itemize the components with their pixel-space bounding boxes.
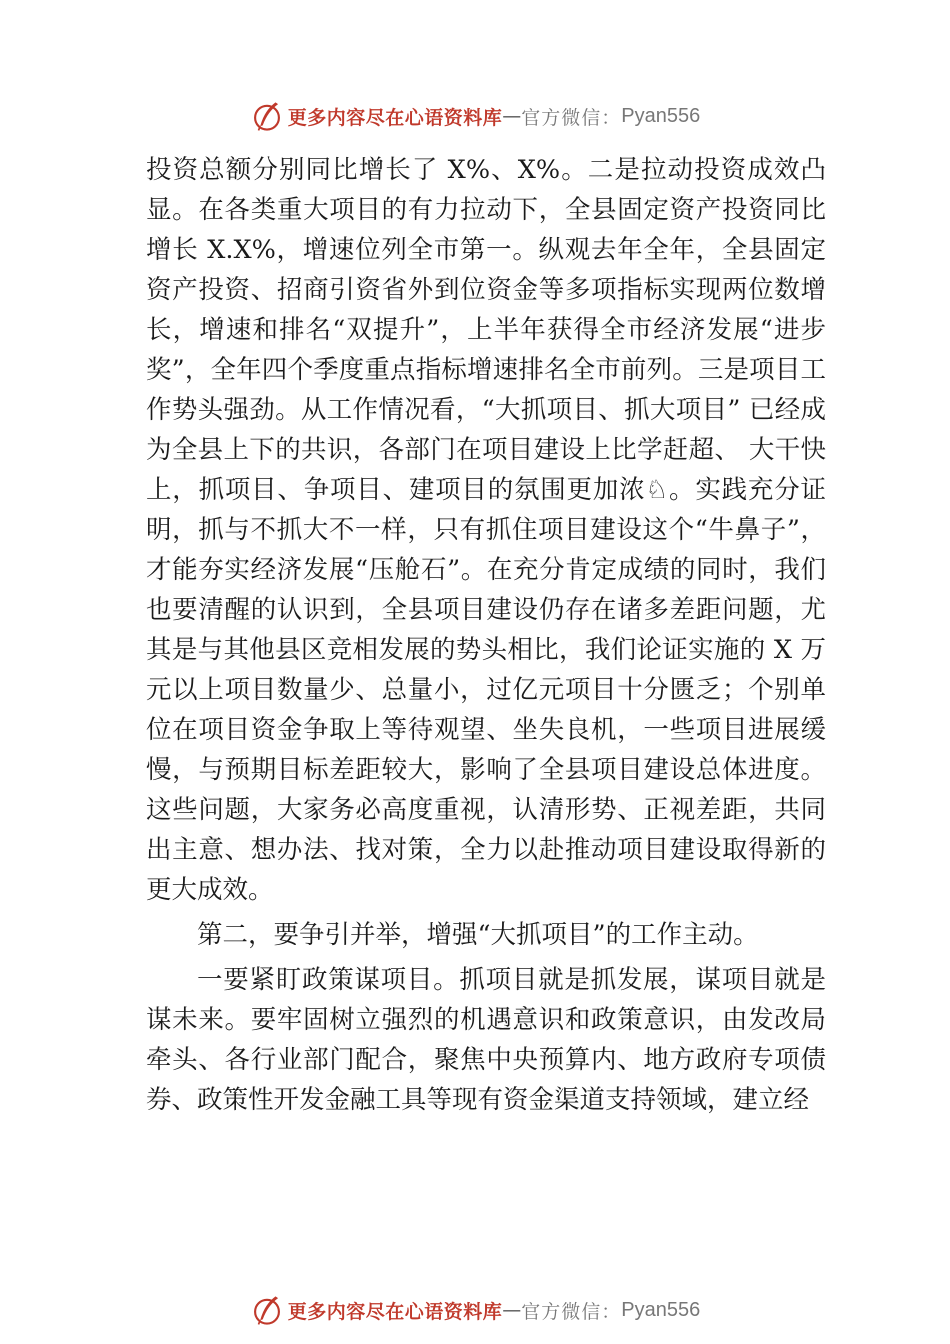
header-wechat-label: 官方微信： [521,106,622,129]
paragraph-1: 投资总额分别同比增长了 X%、X%。二是拉动投资成效凸显。在各类重大项目的有力拉动下，全县固定资产投资同比增长 X.X%，增速位列全市第一。纵观去年全年，全县固定资产投资、招商引资省外到位资金等多项指标实现两位数增长，增速和排名“双提升”，上半年获得全市经济发展“进步奖”，全年四个季度重点指标增速排名全市前列。三是项目工作势头强劲。从工作情况看，“大抓项目、抓大项目” 已经成为全县上下的共识，各部门在项目建设上比学赶超、 大干快上，抓项目、争项目、建项目的氛围更加浓♘。实践充分证明，抓与不抓大不一样，只有抓住项目建设这个“牛鼻子”，才能夯实经济发展“压舱石”。在充分肯定成绩的同时，我们也要清醒的认识到，全县项目建设仍存在诸多差距问题，尤其是与其他县区竞相发展的势头相比，我们论证实施的 X 万元以上项目数量少、总量小，过亿元项目十分匮乏；个别单位在项目资金争取上等待观望、坐失良机，一些项目进展缓慢，与预期目标差距较大，影响了全县项目建设总体进度。这些问题，大家务必高度重视，认清形势、正视差距，共同出主意、想办法、找对策，全力以赴推动项目建设取得新的更大成效。 [146,155,826,905]
paragraph-2-heading: 第二，要争引并举，增强“大抓项目”的工作主动。 [197,920,759,950]
quill-pen-logo-icon [250,1293,284,1327]
footer-brand-text: 更多内容尽在心语资料库 [287,1300,503,1323]
footer-separator: — [502,1299,522,1321]
document-body [146,150,826,1120]
header-separator: — [502,105,522,127]
footer-banner [0,1290,950,1330]
header-brand-text: 更多内容尽在心语资料库 [287,106,503,129]
header-wechat-id: Pyan556 [621,104,701,127]
paragraph-3: 一要紧盯政策谋项目。抓项目就是抓发展，谋项目就是谋未来。要牢固树立强烈的机遇意识和政策意识，由发改局牵头、各行业部门配合，聚焦中央预算内、地方政府专项债券、政策性开发金融工具等现有资金渠道支持领域，建立经 [146,965,826,1115]
quill-pen-logo-icon [250,99,284,133]
footer-wechat-label: 官方微信： [521,1300,622,1323]
footer-wechat-id: Pyan556 [621,1298,701,1321]
header-banner [0,96,950,136]
